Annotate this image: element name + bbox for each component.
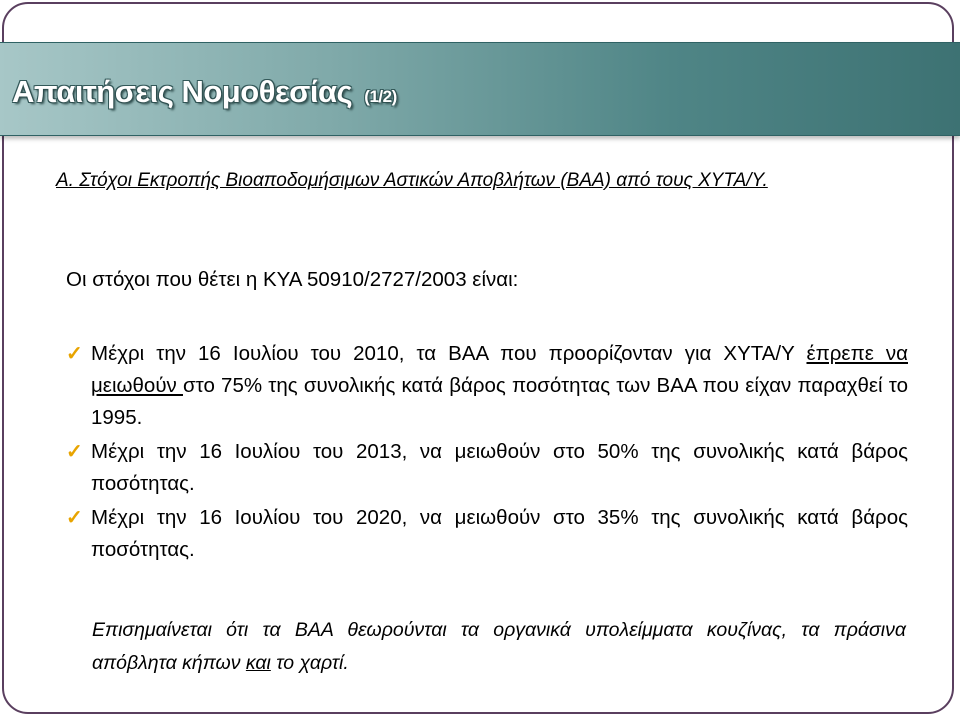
note-text bbox=[92, 614, 906, 680]
list-item bbox=[66, 338, 908, 434]
list-item-text: Μέχρι την 16 Ιουλίου του 2020, να μειωθούν στο 35% της συνολικής κατά βάρος ποσότητας. bbox=[91, 506, 908, 561]
note-text-end: το χαρτί. bbox=[270, 652, 349, 674]
list-item bbox=[66, 502, 908, 566]
slide-title bbox=[12, 74, 397, 110]
list-item-text-start: Μέχρι την 16 Ιουλίου του 2010, τα ΒΑΑ που προορίζονταν για ΧΥΤΑ/Υ bbox=[91, 342, 807, 365]
list-item-text: Μέχρι την 16 Ιουλίου του 2013, να μειωθούν στο 50% της συνολικής κατά βάρος ποσότητας. bbox=[91, 440, 908, 495]
checkmark-icon: ✓ bbox=[66, 343, 83, 365]
note-text-start: Επισημαίνεται ότι τα ΒΑΑ θεωρούνται τα οργανικά υπολείμματα κουζίνας, τα πράσινα απόβλητα κήπων bbox=[92, 619, 906, 674]
checkmark-icon: ✓ bbox=[66, 507, 83, 529]
list-item-text-end: στο 75% της συνολικής κατά βάρος ποσότητας των ΒΑΑ που είχαν παραχθεί το 1995. bbox=[91, 374, 908, 429]
slide-title-main: Απαιτήσεις Νομοθεσίας bbox=[12, 74, 353, 109]
note-underlined-word: και bbox=[245, 652, 271, 674]
checkmark-icon: ✓ bbox=[66, 441, 83, 463]
intro-text: Οι στόχοι που θέτει η ΚΥΑ 50910/2727/2003 είναι: bbox=[66, 268, 519, 291]
list-item-underlined-text: έπρεπε να μειωθούν bbox=[91, 342, 908, 397]
target-list bbox=[66, 338, 908, 566]
section-heading: Α. Στόχοι Εκτροπής Βιοαποδομήσιμων Αστικών Αποβλήτων (ΒΑΑ) από τους ΧΥΤΑ/Υ. bbox=[56, 170, 768, 191]
slide-title-page-indicator: (1/2) bbox=[364, 87, 397, 106]
list-item bbox=[66, 436, 908, 500]
